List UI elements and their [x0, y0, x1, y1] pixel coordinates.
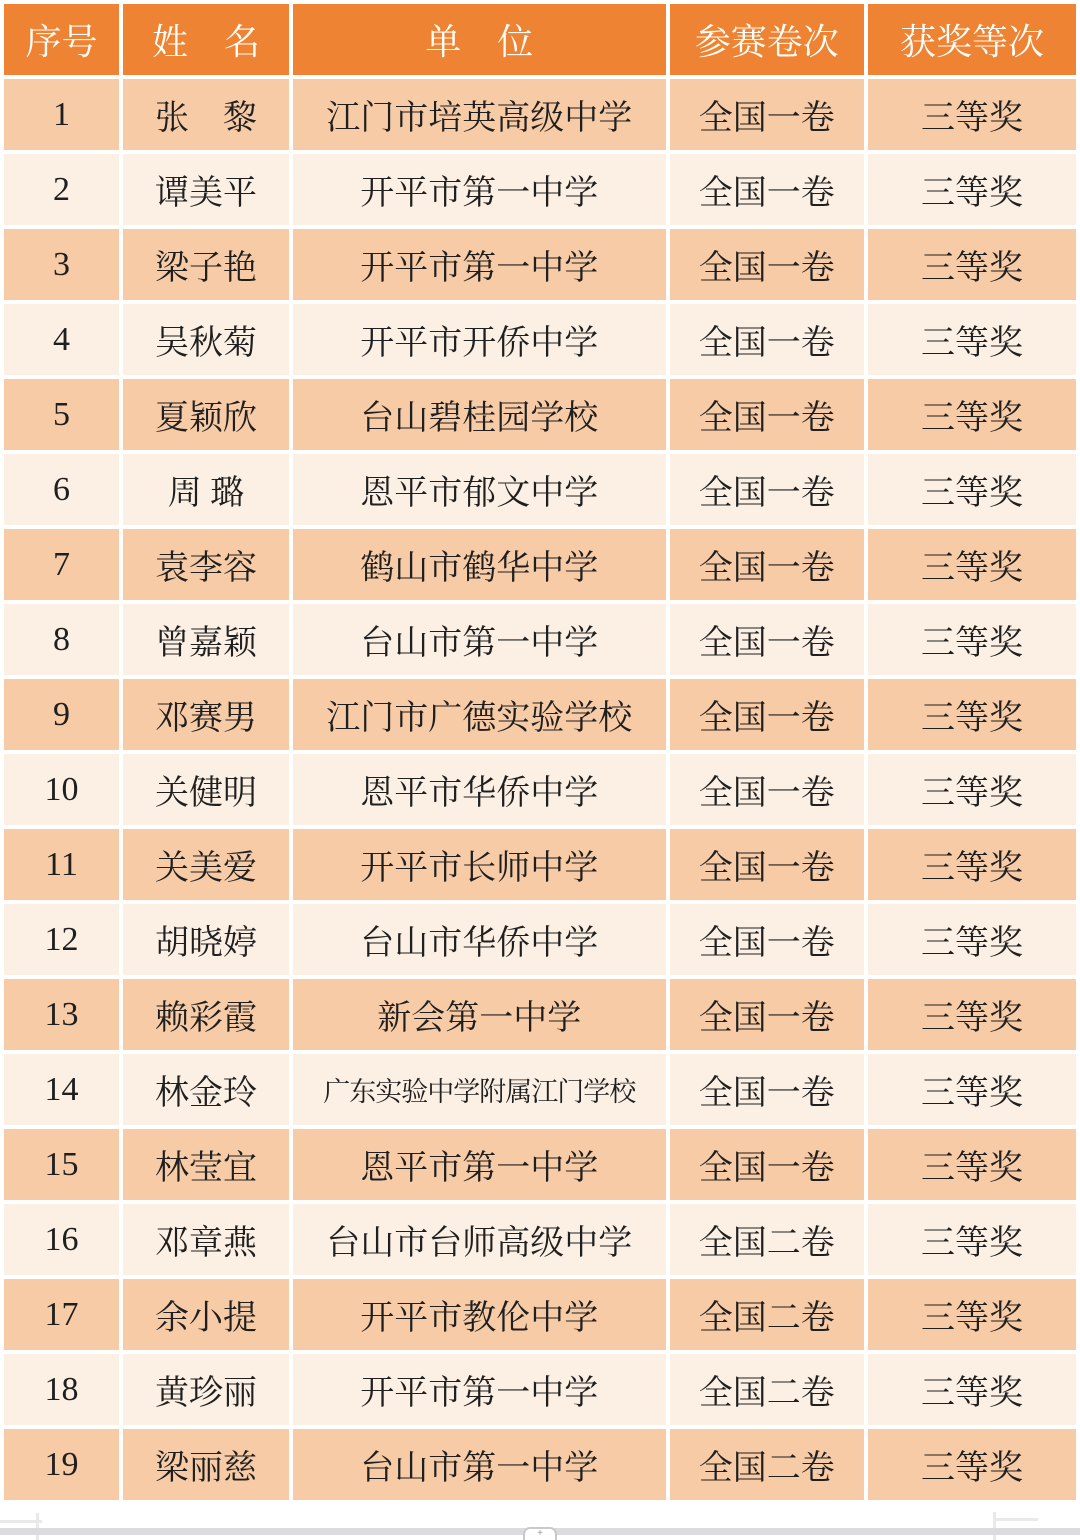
page-edge-mark-right-vertical — [993, 1512, 996, 1540]
cell-unit[interactable]: 鹤山市鹤华中学 — [293, 529, 666, 600]
table-row — [4, 829, 1076, 900]
cell-no[interactable]: 9 — [4, 679, 119, 750]
cell-unit[interactable]: 台山碧桂园学校 — [293, 379, 666, 450]
table-row — [4, 454, 1076, 525]
cell-name[interactable]: 黄珍丽 — [123, 1354, 289, 1425]
cell-unit[interactable]: 开平市长师中学 — [293, 829, 666, 900]
cell-paper[interactable]: 全国一卷 — [670, 529, 864, 600]
cell-name[interactable]: 林莹宜 — [123, 1129, 289, 1200]
cell-unit[interactable]: 江门市培英高级中学 — [293, 79, 666, 150]
table-row — [4, 1429, 1076, 1500]
cell-award[interactable]: 三等奖 — [868, 1204, 1076, 1275]
cell-name[interactable]: 周 璐 — [123, 454, 289, 525]
cell-award[interactable]: 三等奖 — [868, 529, 1076, 600]
cell-award[interactable]: 三等奖 — [868, 79, 1076, 150]
cell-name[interactable]: 谭美平 — [123, 154, 289, 225]
cell-award[interactable]: 三等奖 — [868, 229, 1076, 300]
cell-award[interactable]: 三等奖 — [868, 754, 1076, 825]
cell-no[interactable]: 12 — [4, 904, 119, 975]
table-row — [4, 904, 1076, 975]
cell-unit[interactable]: 开平市开侨中学 — [293, 304, 666, 375]
cell-name[interactable]: 余小提 — [123, 1279, 289, 1350]
table-row — [4, 529, 1076, 600]
table-row — [4, 979, 1076, 1050]
cell-name[interactable]: 张 黎 — [123, 79, 289, 150]
cell-no[interactable]: 3 — [4, 229, 119, 300]
cell-no[interactable]: 1 — [4, 79, 119, 150]
cell-no[interactable]: 14 — [4, 1054, 119, 1125]
cell-paper[interactable]: 全国二卷 — [670, 1204, 864, 1275]
cell-award[interactable]: 三等奖 — [868, 1054, 1076, 1125]
header-cell-no[interactable]: 序号 — [4, 4, 119, 75]
table-row — [4, 1354, 1076, 1425]
cell-name[interactable]: 梁丽慈 — [123, 1429, 289, 1500]
table-row — [4, 229, 1076, 300]
cell-award[interactable]: 三等奖 — [868, 904, 1076, 975]
cell-unit[interactable]: 开平市第一中学 — [293, 229, 666, 300]
cell-no[interactable]: 11 — [4, 829, 119, 900]
cell-paper[interactable]: 全国二卷 — [670, 1429, 864, 1500]
cell-paper[interactable]: 全国一卷 — [670, 1054, 864, 1125]
cell-unit[interactable]: 台山市第一中学 — [293, 604, 666, 675]
cell-paper[interactable]: 全国一卷 — [670, 304, 864, 375]
table-row — [4, 679, 1076, 750]
cell-name[interactable]: 梁子艳 — [123, 229, 289, 300]
table-row — [4, 379, 1076, 450]
header-cell-name[interactable]: 姓 名 — [123, 4, 289, 75]
cell-paper[interactable]: 全国一卷 — [670, 154, 864, 225]
cell-award[interactable]: 三等奖 — [868, 379, 1076, 450]
cell-name[interactable]: 邓赛男 — [123, 679, 289, 750]
cell-award[interactable]: 三等奖 — [868, 604, 1076, 675]
cell-award[interactable]: 三等奖 — [868, 304, 1076, 375]
cell-name[interactable]: 袁李容 — [123, 529, 289, 600]
cell-no[interactable]: 4 — [4, 304, 119, 375]
cell-unit[interactable]: 台山市第一中学 — [293, 1429, 666, 1500]
page-edge-mark-right-horizontal — [993, 1518, 1038, 1521]
cell-paper[interactable]: 全国一卷 — [670, 979, 864, 1050]
cell-no[interactable]: 17 — [4, 1279, 119, 1350]
cell-no[interactable]: 16 — [4, 1204, 119, 1275]
cell-paper[interactable]: 全国二卷 — [670, 1354, 864, 1425]
cell-no[interactable]: 8 — [4, 604, 119, 675]
cell-paper[interactable]: 全国一卷 — [670, 1129, 864, 1200]
cell-award[interactable]: 三等奖 — [868, 454, 1076, 525]
cell-unit[interactable]: 台山市台师高级中学 — [293, 1204, 666, 1275]
cell-name[interactable]: 邓章燕 — [123, 1204, 289, 1275]
cell-name[interactable]: 关美爱 — [123, 829, 289, 900]
cell-no[interactable]: 18 — [4, 1354, 119, 1425]
table-row — [4, 604, 1076, 675]
cell-unit[interactable]: 开平市教伦中学 — [293, 1279, 666, 1350]
cell-no[interactable]: 13 — [4, 979, 119, 1050]
cell-no[interactable]: 15 — [4, 1129, 119, 1200]
cell-award[interactable]: 三等奖 — [868, 1129, 1076, 1200]
cell-paper[interactable]: 全国一卷 — [670, 754, 864, 825]
cell-name[interactable]: 胡晓婷 — [123, 904, 289, 975]
cell-paper[interactable]: 全国一卷 — [670, 454, 864, 525]
table-row — [4, 154, 1076, 225]
table-header-row — [4, 4, 1076, 75]
cell-paper[interactable]: 全国一卷 — [670, 904, 864, 975]
header-cell-paper[interactable]: 参赛卷次 — [670, 4, 864, 75]
cell-award[interactable]: 三等奖 — [868, 979, 1076, 1050]
cell-name[interactable]: 曾嘉颖 — [123, 604, 289, 675]
header-cell-award[interactable]: 获奖等次 — [868, 4, 1076, 75]
cell-paper[interactable]: 全国一卷 — [670, 829, 864, 900]
cell-paper[interactable]: 全国二卷 — [670, 1279, 864, 1350]
cell-unit[interactable]: 台山市华侨中学 — [293, 904, 666, 975]
cell-name[interactable]: 赖彩霞 — [123, 979, 289, 1050]
cell-award[interactable]: 三等奖 — [868, 1279, 1076, 1350]
cell-no[interactable]: 7 — [4, 529, 119, 600]
cell-no[interactable]: 5 — [4, 379, 119, 450]
cell-unit[interactable]: 恩平市郁文中学 — [293, 454, 666, 525]
cell-paper[interactable]: 全国一卷 — [670, 604, 864, 675]
table-row — [4, 1279, 1076, 1350]
cell-paper[interactable]: 全国一卷 — [670, 229, 864, 300]
header-cell-unit[interactable]: 单 位 — [293, 4, 666, 75]
cell-unit[interactable]: 江门市广德实验学校 — [293, 679, 666, 750]
table-row — [4, 79, 1076, 150]
cell-award[interactable]: 三等奖 — [868, 829, 1076, 900]
cell-paper[interactable]: 全国一卷 — [670, 79, 864, 150]
cell-award[interactable]: 三等奖 — [868, 154, 1076, 225]
cell-name[interactable]: 关健明 — [123, 754, 289, 825]
cell-name[interactable]: 林金玲 — [123, 1054, 289, 1125]
cell-name[interactable]: 吴秋菊 — [123, 304, 289, 375]
cell-unit[interactable]: 恩平市第一中学 — [293, 1129, 666, 1200]
table-row — [4, 304, 1076, 375]
cell-paper[interactable]: 全国一卷 — [670, 379, 864, 450]
cell-unit[interactable]: 恩平市华侨中学 — [293, 754, 666, 825]
cell-no[interactable]: 6 — [4, 454, 119, 525]
cell-unit[interactable]: 广东实验中学附属江门学校 — [293, 1054, 666, 1125]
table-row — [4, 1054, 1076, 1125]
cell-award[interactable]: 三等奖 — [868, 679, 1076, 750]
cell-unit[interactable]: 开平市第一中学 — [293, 1354, 666, 1425]
cell-unit[interactable]: 新会第一中学 — [293, 979, 666, 1050]
cell-award[interactable]: 三等奖 — [868, 1354, 1076, 1425]
cell-award[interactable]: 三等奖 — [868, 1429, 1076, 1500]
cell-unit[interactable]: 开平市第一中学 — [293, 154, 666, 225]
page-edge-mark-left-vertical — [36, 1513, 39, 1540]
table-row — [4, 1129, 1076, 1200]
plus-icon[interactable]: + — [523, 1527, 557, 1540]
cell-name[interactable]: 夏颖欣 — [123, 379, 289, 450]
cell-no[interactable]: 2 — [4, 154, 119, 225]
cell-no[interactable]: 10 — [4, 754, 119, 825]
table-row — [4, 1204, 1076, 1275]
cell-paper[interactable]: 全国一卷 — [670, 679, 864, 750]
table-row — [4, 754, 1076, 825]
cell-no[interactable]: 19 — [4, 1429, 119, 1500]
